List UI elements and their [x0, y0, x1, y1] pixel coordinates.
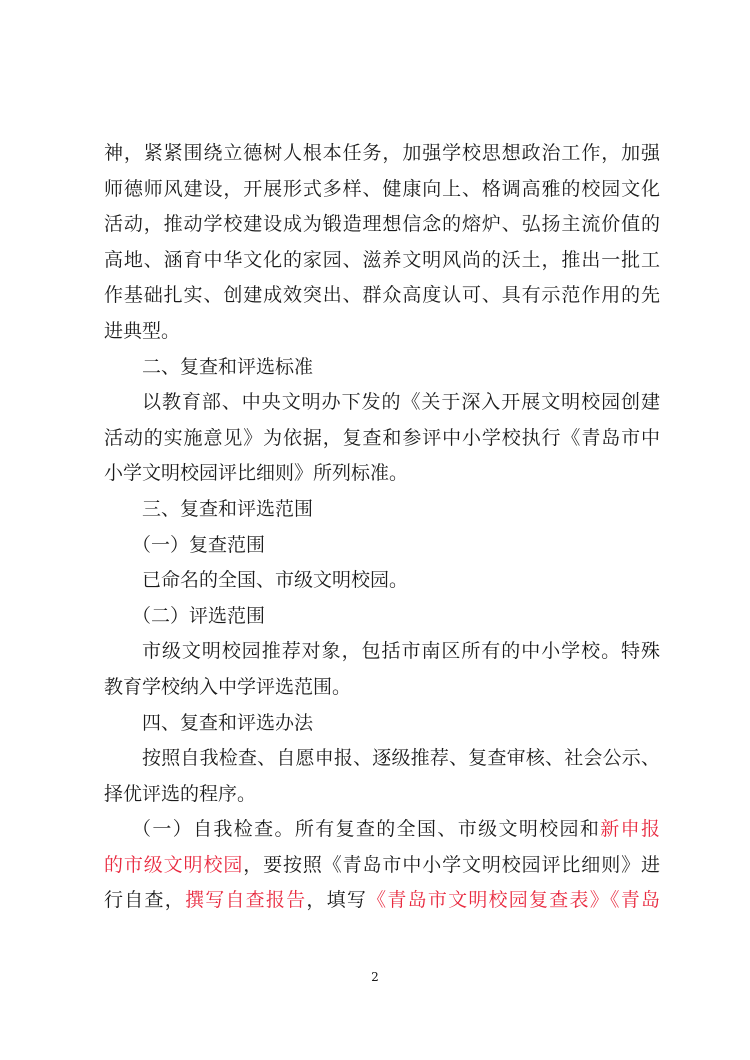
- self-check-text: （一）自我检查。所有复查的全国、市级文明校园和: [132, 818, 601, 841]
- self-check-line-1: [104, 812, 660, 848]
- body-line: 作基础扎实、创建成效突出、群众高度认可、具有示范作用的先: [104, 284, 660, 307]
- section-heading-standards: 二、复查和评选标准: [142, 355, 314, 378]
- body-line: 神，紧紧围绕立德树人根本任务，加强学校思想政治工作，加强: [104, 142, 660, 164]
- body-line: 教育学校纳入中学评选范围。: [104, 675, 352, 698]
- self-check-text: ，填写: [306, 889, 368, 912]
- self-check-line-2: [104, 848, 660, 884]
- highlight-text: 的市级文明校园: [104, 853, 244, 876]
- body-line: 以教育部、中央文明办下发的《关于深入开展文明校园创建: [142, 391, 660, 414]
- body-line: 高地、涵育中华文化的家园、滋养文明风尚的沃土，推出一批工: [104, 248, 660, 271]
- body-line: 活动的实施意见》为依据，复查和参评中小学校执行《青岛市中: [104, 426, 660, 449]
- self-check-text: ，要按照《青岛市中小学文明校园评比细则》进: [243, 853, 660, 876]
- self-check-text: 行自查，: [104, 889, 185, 912]
- body-line: 择优评选的程序。: [104, 782, 257, 805]
- body-line: 师德师风建设，开展形式多样、健康向上、格调高雅的校园文化: [104, 177, 660, 200]
- body-line: 活动，推动学校建设成为锻造理想信念的熔炉、弘扬主流价值的: [104, 213, 660, 236]
- self-check-line-3: [104, 883, 660, 919]
- subheading-selection-scope: （二）评选范围: [132, 604, 266, 627]
- highlight-text: 撰写自查报告: [184, 889, 307, 912]
- document-body: [104, 136, 660, 919]
- page-number: 2: [371, 970, 379, 984]
- body-line: 按照自我检查、自愿申报、逐级推荐、复查审核、社会公示、: [142, 747, 660, 770]
- subheading-review-scope: （一）复查范围: [132, 533, 266, 556]
- highlight-text: 新申报: [600, 818, 660, 841]
- body-line: 已命名的全国、市级文明校园。: [142, 569, 409, 592]
- highlight-text: 《青岛市文明校园复查表》《青岛: [367, 889, 660, 912]
- section-heading-scope: 三、复查和评选范围: [142, 497, 314, 520]
- body-line: 进典型。: [104, 319, 181, 342]
- section-heading-methods: 四、复查和评选办法: [142, 711, 314, 734]
- body-line: 市级文明校园推荐对象，包括市南区所有的中小学校。特殊: [142, 640, 660, 663]
- body-line: 小学文明校园评比细则》所列标准。: [104, 462, 409, 485]
